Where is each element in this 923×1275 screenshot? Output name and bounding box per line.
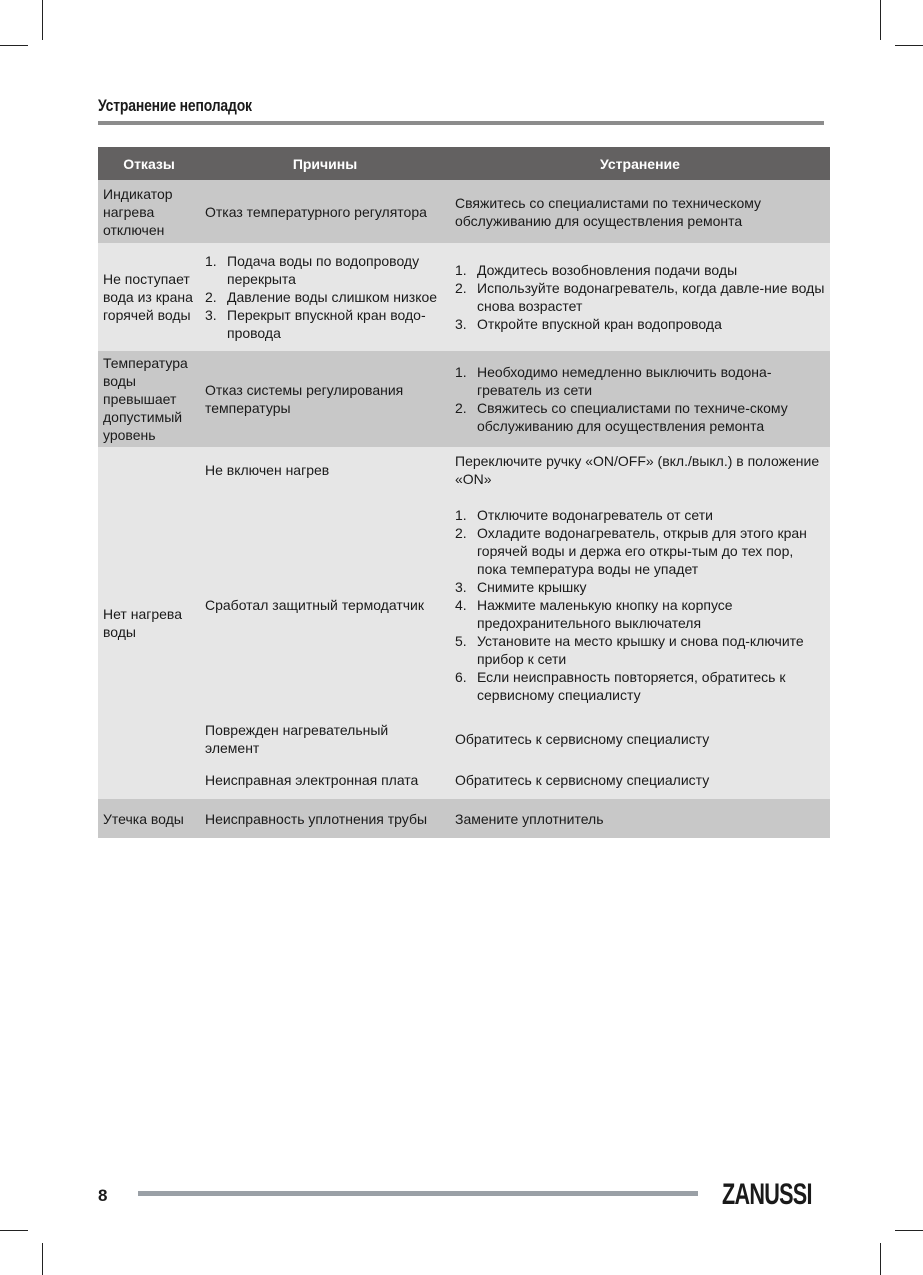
table-row <box>98 447 830 492</box>
table-row <box>98 180 830 243</box>
list-item: 3. Снимите крышку <box>455 578 587 595</box>
crop-mark <box>895 45 923 46</box>
cause-cell: Поврежден нагревательный элемент <box>200 717 450 760</box>
fix-cell: Переключите ручку «ON/OFF» (вкл./выкл.) в положение «ON» <box>450 447 830 492</box>
header-remedy: Устранение <box>450 147 830 180</box>
fault-cell: Утечка воды <box>98 799 200 838</box>
list-item: 5. Установите на место крышку и снова под-ключите прибор к сети <box>455 632 804 667</box>
list-item: 2. Давление воды слишком низкое <box>205 289 438 305</box>
fix-cell: Свяжитесь со специалистами по техническому обслуживанию для осуществления ремонта <box>450 180 830 243</box>
page-number: 8 <box>98 1186 108 1205</box>
cause-cell: Отказ температурного регулятора <box>200 180 450 243</box>
brand-logo: ZANUSSI <box>722 1178 812 1211</box>
fault-cell: Нет нагрева воды <box>98 447 200 799</box>
crop-mark <box>42 1243 43 1275</box>
fix-cell <box>450 243 830 351</box>
fix-cell: Обратитесь к сервисному специалисту <box>450 760 830 799</box>
header-causes: Причины <box>200 147 450 180</box>
list-item: 1. Подача воды по водопроводу перекрыта <box>205 253 420 287</box>
list-item: 1. Необходимо немедленно выключить водона-греватель из сети <box>455 364 772 398</box>
table-row <box>98 243 830 351</box>
fix-cell: Обратитесь к сервисному специалисту <box>450 717 830 760</box>
list-item: 3. Откройте впускной кран водопровода <box>455 316 722 332</box>
list-item: 2. Используйте водонагреватель, когда давле-ние воды снова возрастет <box>455 280 825 314</box>
list-item: 1. Отключите водонагреватель от сети <box>455 506 713 523</box>
cause-cell <box>200 243 450 351</box>
list-item: 2. Охладите водонагреватель, открыв для этого кран горячей воды и держа его откры-тым до тех пор, пока температура воды не упадет <box>455 524 807 577</box>
list-item: 2. Свяжитесь со специалистами по техниче-скому обслуживанию для осуществления ремонта <box>455 400 788 434</box>
crop-mark <box>42 0 43 40</box>
cause-cell: Неисправность уплотнения трубы <box>200 799 450 838</box>
title-divider <box>98 121 824 125</box>
crop-mark <box>0 45 28 46</box>
table-row <box>98 760 830 799</box>
cause-cell: Сработал защитный термодатчик <box>200 492 450 717</box>
footer-divider <box>138 1191 698 1196</box>
fault-cell: Не поступает вода из крана горячей воды <box>98 243 200 351</box>
fault-cell: Индикатор нагрева отключен <box>98 180 200 243</box>
cause-cell: Не включен нагрев <box>200 447 450 492</box>
fix-cell <box>450 492 830 717</box>
fix-cell: Замените уплотнитель <box>450 799 830 838</box>
fault-cell: Температура воды превышает допустимый уровень <box>98 351 200 447</box>
list-item: 4. Нажмите маленькую кнопку на корпусе предохранительного выключателя <box>455 596 733 631</box>
table-row <box>98 717 830 760</box>
crop-mark <box>880 0 881 40</box>
list-item: 6. Если неисправность повторяется, обратитесь к сервисному специалисту <box>455 668 786 703</box>
page-title: Устранение неполадок <box>98 96 252 115</box>
table-row <box>98 351 830 447</box>
fix-cell <box>450 351 830 447</box>
crop-mark <box>0 1230 28 1231</box>
header-faults: Отказы <box>98 147 200 180</box>
table-header <box>98 147 830 180</box>
troubleshooting-table <box>98 147 830 838</box>
crop-mark <box>880 1243 881 1275</box>
table-row <box>98 492 830 717</box>
cause-cell: Неисправная электронная плата <box>200 760 450 799</box>
crop-mark <box>895 1230 923 1231</box>
table-row <box>98 799 830 838</box>
list-item: 1. Дождитесь возобновления подачи воды <box>455 262 738 278</box>
list-item: 3. Перекрыт впускной кран водо-провода <box>205 307 426 341</box>
cause-cell: Отказ системы регулирования температуры <box>200 351 450 447</box>
